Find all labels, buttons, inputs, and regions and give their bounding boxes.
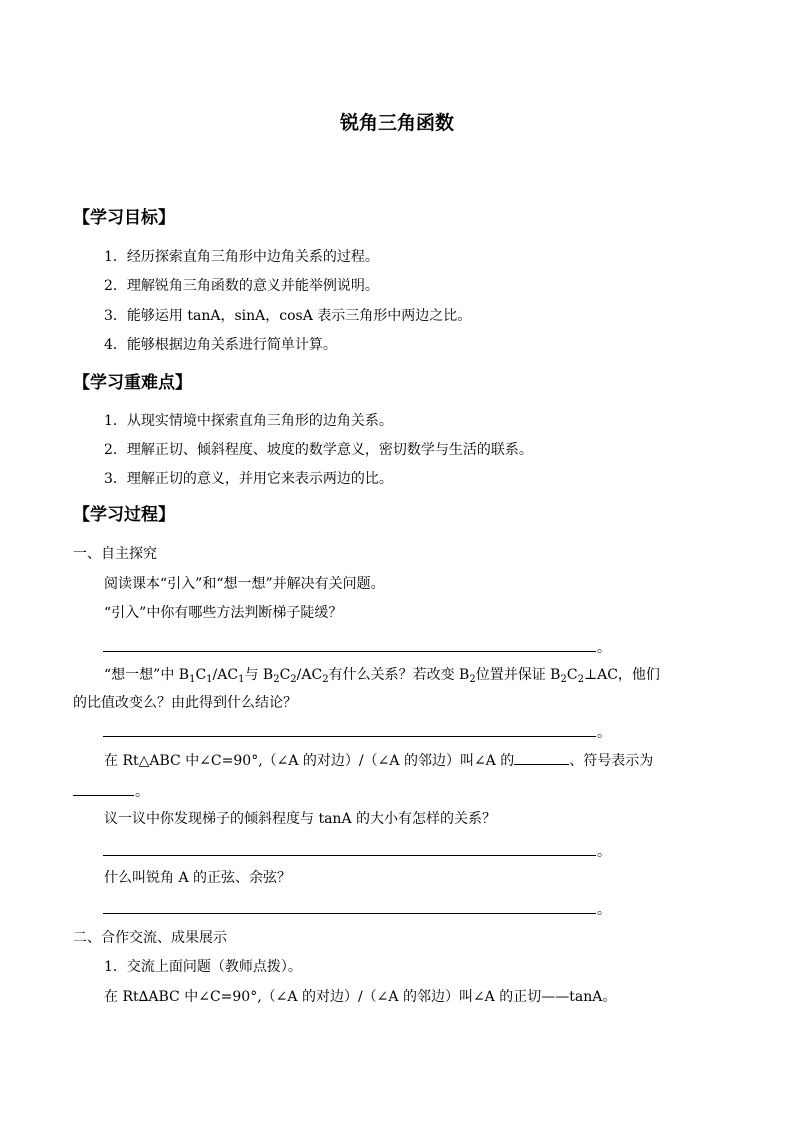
section2-text: 在 Rt∆ABC 中∠C=90°,（∠A 的对边）/（∠A 的邻边）叫∠A 的正切——tanA。 — [104, 989, 617, 1005]
period: 。 — [597, 640, 611, 656]
period: 。 — [597, 902, 611, 918]
question-ratio: “想一想”中 $B_1C_1/AC_1$与 $B_2C_2/AC_2$有什么关系？若改变 $B_2$位置并保证 $B_2C_2\perp AC$，他们 — [104, 667, 660, 685]
key-point-item: 2．理解正切、倾斜程度、坡度的数学意义，密切数学与生活的联系。 — [104, 442, 533, 458]
question-slope-tan: 议一议中你发现梯子的倾斜程度与 tanA 的大小有怎样的关系？ — [104, 811, 496, 827]
period: 。 — [597, 844, 611, 860]
section1-title: 一、自主探究 — [73, 546, 157, 562]
process-heading: 【学习过程】 — [73, 505, 175, 525]
section2-item: 1．交流上面问题（教师点拨）。 — [104, 959, 302, 975]
objective-item: 3．能够运用 tanA，sinA，cosA 表示三角形中两边之比。 — [104, 308, 472, 324]
question-ratio-cont: 的比值改变么？由此得到什么结论？ — [73, 695, 297, 711]
answer-blank-line[interactable] — [103, 913, 596, 914]
question-tan-def: 在 Rt△ABC 中∠C=90°,（∠A 的对边）/（∠A 的邻边）叫∠A 的 、符号表示为 — [104, 750, 653, 770]
period: 。 — [135, 784, 149, 800]
section2-title: 二、合作交流、成果展示 — [73, 930, 227, 946]
answer-blank-line[interactable] — [103, 651, 596, 652]
key-points-heading: 【学习重难点】 — [73, 373, 192, 393]
answer-blank-short[interactable] — [514, 750, 569, 765]
answer-blank-line[interactable] — [103, 855, 596, 856]
section1-intro: 阅读课本“引入”和“想一想”并解决有关问题。 — [104, 576, 385, 592]
period: 。 — [597, 725, 611, 741]
page-title: 锐角三角函数 — [339, 112, 454, 134]
objective-item: 1．经历探索直角三角形中边角关系的过程。 — [104, 249, 379, 265]
objective-item: 2．理解锐角三角函数的意义并能举例说明。 — [104, 278, 379, 294]
key-point-item: 1．从现实情境中探索直角三角形的边角关系。 — [104, 413, 393, 429]
objectives-heading: 【学习目标】 — [73, 208, 175, 228]
key-point-item: 3．理解正切的意义，并用它来表示两边的比。 — [104, 471, 393, 487]
answer-blank-line[interactable] — [103, 736, 596, 737]
objective-item: 4．能够根据边角关系进行简单计算。 — [104, 337, 337, 353]
question-ladder-methods: “引入”中你有哪些方法判断梯子陡缓？ — [104, 605, 343, 621]
question-sine-cosine: 什么叫锐角 A 的正弦、余弦？ — [104, 870, 292, 886]
answer-blank-short[interactable] — [73, 795, 134, 796]
